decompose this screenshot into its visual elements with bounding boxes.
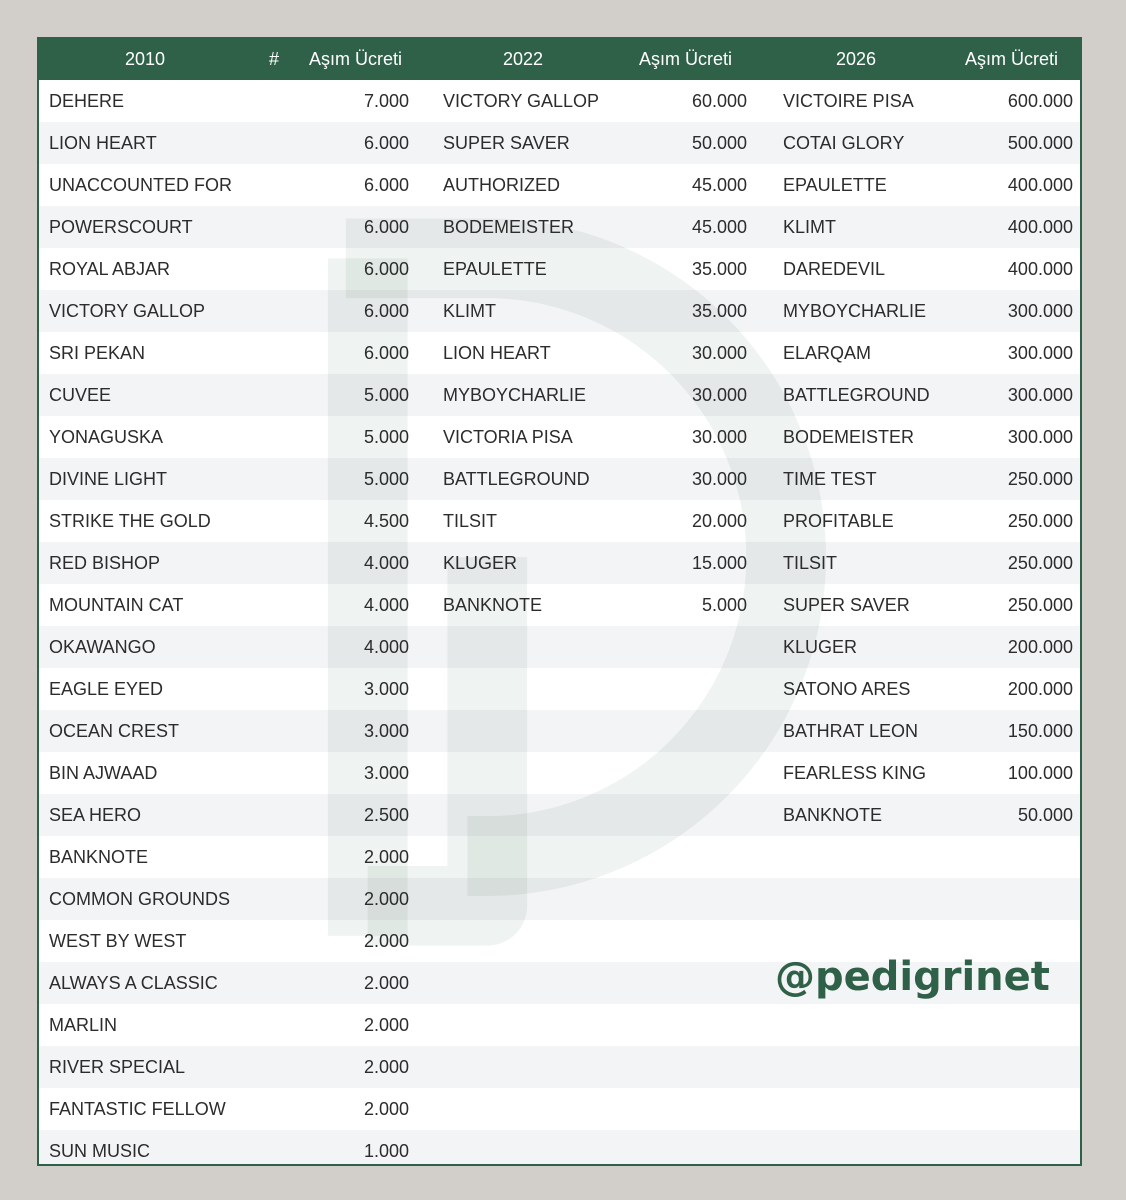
table-row: [39, 794, 1080, 836]
stud-fee-y2026: 200.000: [1007, 679, 1073, 699]
horse-name-y2010: MARLIN: [49, 1015, 118, 1035]
horse-name-y2010: POWERSCOURT: [49, 217, 193, 237]
table-row: [39, 1046, 1080, 1088]
stud-fee-y2022: 30.000: [691, 343, 747, 363]
stud-fee-y2026: 200.000: [1007, 637, 1073, 657]
table-header: [39, 39, 1080, 80]
stud-fee-y2010: 4.000: [363, 595, 409, 615]
stud-fee-y2026: 250.000: [1007, 595, 1073, 615]
horse-name-y2022: BODEMEISTER: [443, 217, 575, 237]
stud-fee-y2010: 1.000: [363, 1141, 409, 1161]
horse-name-y2022: SUPER SAVER: [443, 133, 570, 153]
stud-fee-y2026: 300.000: [1007, 343, 1073, 363]
table-row: [39, 542, 1080, 584]
stud-fee-y2010: 6.000: [363, 259, 409, 279]
horse-name-y2026: SUPER SAVER: [783, 595, 910, 615]
stud-fee-y2010: 7.000: [363, 91, 409, 111]
horse-name-y2022: TILSIT: [443, 511, 498, 531]
stud-fee-y2010: 3.000: [363, 763, 409, 783]
horse-name-y2022: LION HEART: [443, 343, 551, 363]
horse-name-y2010: STRIKE THE GOLD: [49, 511, 211, 531]
horse-name-y2010: ALWAYS A CLASSIC: [49, 973, 218, 993]
header-hash: #: [269, 49, 280, 69]
stud-fee-y2026: 300.000: [1007, 301, 1073, 321]
horse-name-y2026: BODEMEISTER: [783, 427, 915, 447]
horse-name-y2010: UNACCOUNTED FOR: [49, 175, 232, 195]
stud-fee-y2022: 60.000: [691, 91, 747, 111]
header-year-2026: 2026: [836, 49, 877, 69]
stud-fee-y2010: 6.000: [363, 301, 409, 321]
table-row: [39, 668, 1080, 710]
stud-fee-y2026: 50.000: [1017, 805, 1073, 825]
horse-name-y2010: RIVER SPECIAL: [49, 1057, 186, 1077]
horse-name-y2022: VICTORY GALLOP: [443, 91, 600, 111]
horse-name-y2026: KLUGER: [783, 637, 858, 657]
stud-fee-y2022: 15.000: [691, 553, 747, 573]
stud-fee-y2010: 2.000: [363, 1057, 409, 1077]
stud-fee-y2010: 2.500: [363, 805, 409, 825]
horse-name-y2026: EPAULETTE: [783, 175, 887, 195]
horse-name-y2010: SRI PEKAN: [49, 343, 146, 363]
stud-fee-y2010: 2.000: [363, 1015, 409, 1035]
horse-name-y2010: VICTORY GALLOP: [49, 301, 206, 321]
horse-name-y2010: BANKNOTE: [49, 847, 149, 867]
stud-fee-y2022: 30.000: [691, 427, 747, 447]
stud-fee-y2010: 2.000: [363, 973, 409, 993]
horse-name-y2010: DEHERE: [49, 91, 125, 111]
stud-fee-y2010: 5.000: [363, 469, 409, 489]
stud-fee-y2010: 4.500: [363, 511, 409, 531]
horse-name-y2010: YONAGUSKA: [49, 427, 164, 447]
table-row: [39, 248, 1080, 290]
stud-fee-y2010: 4.000: [363, 637, 409, 657]
horse-name-y2010: ROYAL ABJAR: [49, 259, 171, 279]
stud-fee-y2022: 35.000: [691, 301, 747, 321]
horse-name-y2026: COTAI GLORY: [783, 133, 905, 153]
horse-name-y2010: RED BISHOP: [49, 553, 161, 573]
stud-fee-y2026: 600.000: [1007, 91, 1073, 111]
header-fee-2026: Aşım Ücreti: [965, 49, 1059, 69]
horse-name-y2026: SATONO ARES: [783, 679, 911, 699]
horse-name-y2022: EPAULETTE: [443, 259, 547, 279]
horse-name-y2026: VICTOIRE PISA: [783, 91, 914, 111]
horse-name-y2026: BATHRAT LEON: [783, 721, 919, 741]
stud-fee-y2022: 5.000: [701, 595, 747, 615]
stud-fee-y2026: 400.000: [1007, 175, 1073, 195]
horse-name-y2026: TILSIT: [783, 553, 838, 573]
stud-fee-y2026: 500.000: [1007, 133, 1073, 153]
stud-fee-y2022: 35.000: [691, 259, 747, 279]
header-year-2022: 2022: [503, 49, 544, 69]
stud-fee-y2010: 3.000: [363, 679, 409, 699]
table-row: [39, 710, 1080, 752]
stud-fee-y2026: 150.000: [1007, 721, 1073, 741]
horse-name-y2022: KLUGER: [443, 553, 518, 573]
header-fee-2022: Aşım Ücreti: [639, 49, 733, 69]
horse-name-y2010: WEST BY WEST: [49, 931, 187, 951]
stud-fee-y2010: 6.000: [363, 133, 409, 153]
stud-fee-y2022: 30.000: [691, 385, 747, 405]
stud-fee-y2026: 300.000: [1007, 427, 1073, 447]
horse-name-y2026: DAREDEVIL: [783, 259, 886, 279]
table-row: [39, 332, 1080, 374]
header-year-2010: 2010: [125, 49, 166, 69]
horse-name-y2022: BANKNOTE: [443, 595, 543, 615]
horse-name-y2026: BANKNOTE: [783, 805, 883, 825]
horse-name-y2026: PROFITABLE: [783, 511, 894, 531]
stud-fee-y2022: 30.000: [691, 469, 747, 489]
horse-name-y2010: COMMON GROUNDS: [49, 889, 230, 909]
horse-name-y2010: SUN MUSIC: [49, 1141, 151, 1161]
stud-fee-y2026: 300.000: [1007, 385, 1073, 405]
stud-fee-y2010: 2.000: [363, 847, 409, 867]
stud-fee-y2010: 6.000: [363, 343, 409, 363]
table-row: [39, 1004, 1080, 1046]
horse-name-y2022: KLIMT: [443, 301, 497, 321]
horse-name-y2010: OCEAN CREST: [49, 721, 180, 741]
stud-fee-y2010: 5.000: [363, 385, 409, 405]
header-fee-2010: Aşım Ücreti: [309, 49, 403, 69]
stud-fee-y2026: 250.000: [1007, 469, 1073, 489]
table-row: [39, 836, 1080, 878]
horse-name-y2022: VICTORIA PISA: [443, 427, 573, 447]
horse-name-y2010: DIVINE LIGHT: [49, 469, 168, 489]
stud-fee-y2026: 100.000: [1007, 763, 1073, 783]
horse-name-y2010: SEA HERO: [49, 805, 142, 825]
horse-name-y2010: LION HEART: [49, 133, 157, 153]
stud-fee-y2022: 45.000: [691, 217, 747, 237]
stud-fee-y2026: 250.000: [1007, 553, 1073, 573]
stud-fee-y2022: 20.000: [691, 511, 747, 531]
stud-fee-y2010: 6.000: [363, 175, 409, 195]
horse-name-y2010: MOUNTAIN CAT: [49, 595, 184, 615]
table-row: [39, 1130, 1080, 1166]
horse-name-y2026: KLIMT: [783, 217, 837, 237]
horse-name-y2026: BATTLEGROUND: [783, 385, 930, 405]
stud-fee-y2022: 50.000: [691, 133, 747, 153]
horse-name-y2026: FEARLESS KING: [783, 763, 927, 783]
horse-name-y2026: MYBOYCHARLIE: [783, 301, 927, 321]
horse-name-y2026: TIME TEST: [783, 469, 877, 489]
stud-fee-y2010: 3.000: [363, 721, 409, 741]
horse-name-y2010: CUVEE: [49, 385, 112, 405]
horse-name-y2022: AUTHORIZED: [443, 175, 560, 195]
stud-fee-y2010: 5.000: [363, 427, 409, 447]
stud-fee-y2010: 2.000: [363, 889, 409, 909]
stud-fee-y2010: 4.000: [363, 553, 409, 573]
stud-fee-y2026: 400.000: [1007, 259, 1073, 279]
stud-fee-y2026: 250.000: [1007, 511, 1073, 531]
stud-fee-y2026: 400.000: [1007, 217, 1073, 237]
horse-name-y2026: ELARQAM: [783, 343, 872, 363]
pedigrinet-handle: @pedigrinet: [775, 954, 1050, 1000]
horse-name-y2010: BIN AJWAAD: [49, 763, 158, 783]
stud-fee-y2010: 6.000: [363, 217, 409, 237]
table-row: [39, 584, 1080, 626]
horse-name-y2010: EAGLE EYED: [49, 679, 164, 699]
horse-name-y2010: OKAWANGO: [49, 637, 156, 657]
stud-fee-y2010: 2.000: [363, 931, 409, 951]
table-row: [39, 626, 1080, 668]
horse-name-y2022: MYBOYCHARLIE: [443, 385, 587, 405]
horse-name-y2010: FANTASTIC FELLOW: [49, 1099, 226, 1119]
stud-fee-table: [37, 37, 1082, 1166]
stud-fee-y2022: 45.000: [691, 175, 747, 195]
horse-name-y2022: BATTLEGROUND: [443, 469, 590, 489]
stud-fee-y2010: 2.000: [363, 1099, 409, 1119]
